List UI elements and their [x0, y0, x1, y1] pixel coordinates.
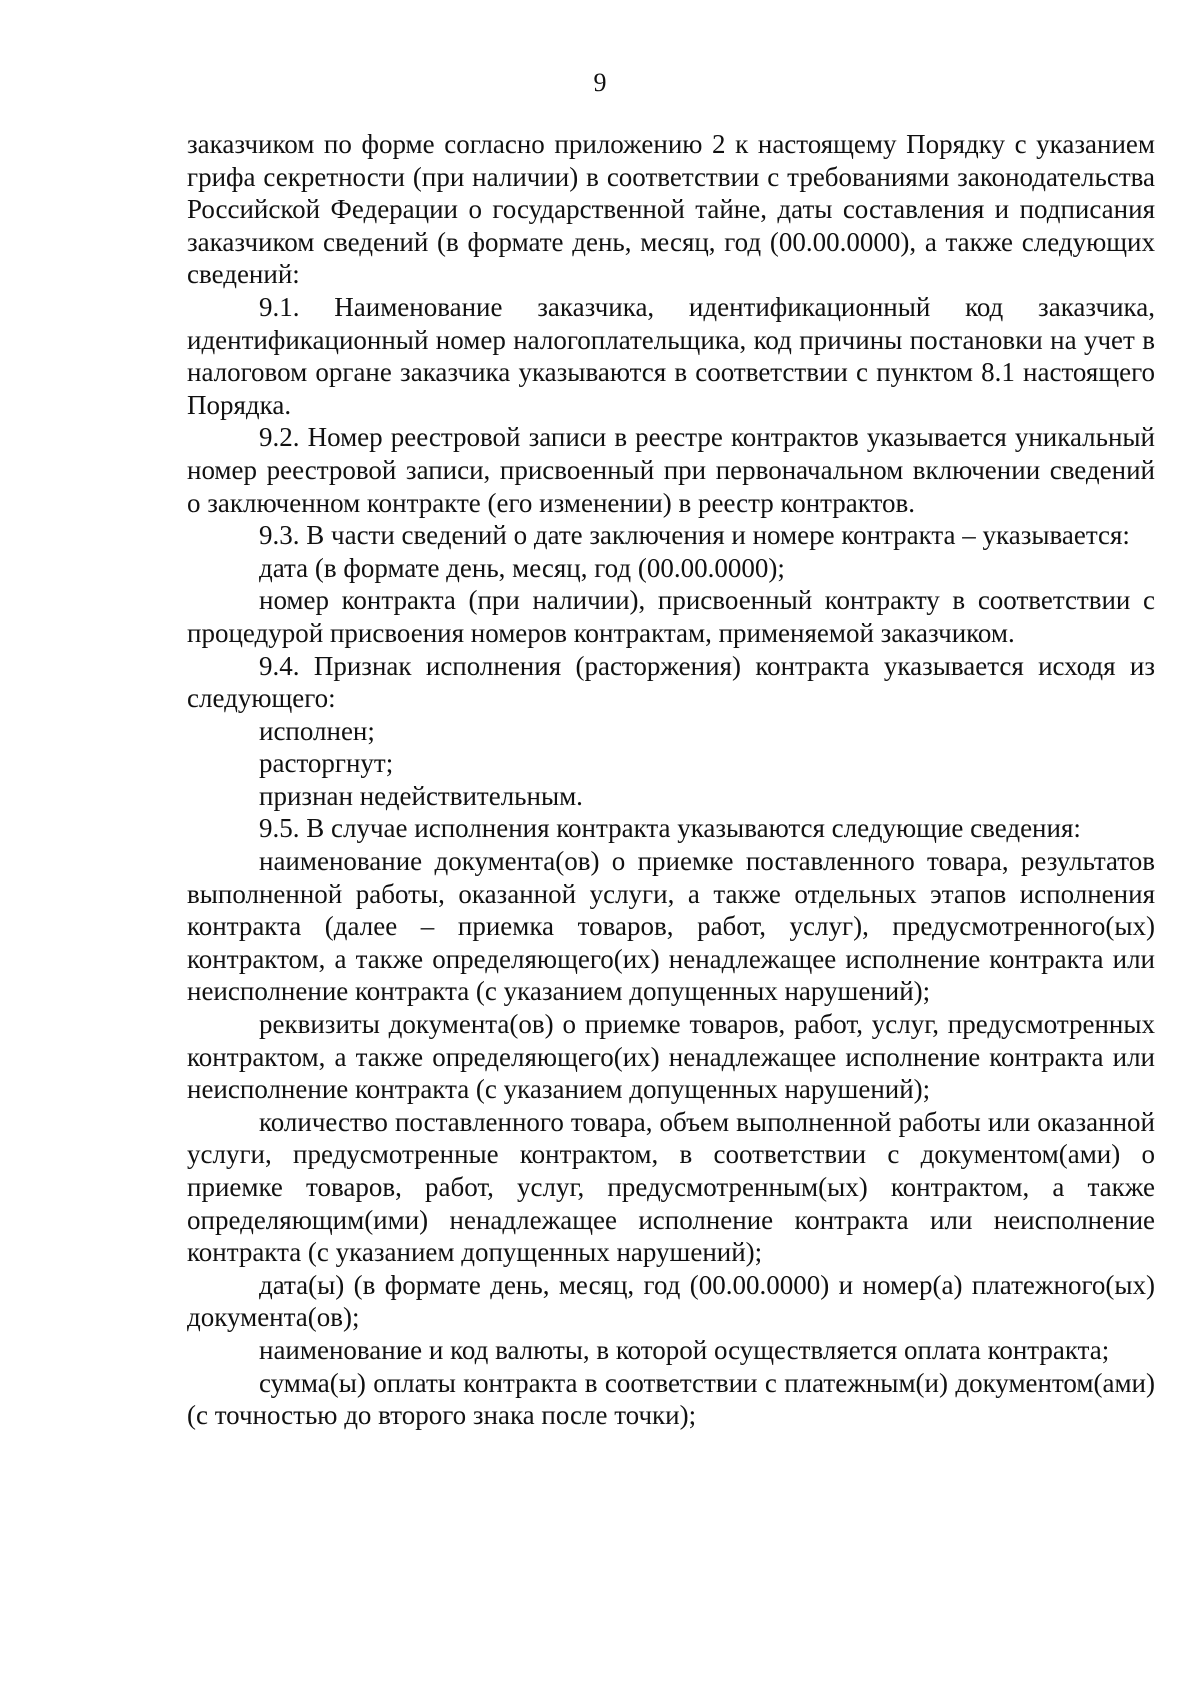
list-item-invalid: признан недействительным. [259, 780, 583, 811]
list-item-currency: наименование и код валюты, в которой осуществляется оплата контракта; [259, 1334, 1110, 1365]
list-item-payment-dates: дата(ы) (в формате день, месяц, год (00.00.0000) и номер(а) платежного(ых) документа(ов); [187, 1269, 1155, 1333]
paragraph-intro: заказчиком по форме согласно приложению 2 к настоящему Порядку с указанием грифа секретности (при наличии) в соответствии с требованиями законодательства Российской Федерации о государственной тайне, даты составления и подписания заказчиком сведений (в формате день, месяц, год (00.00.0000), а также следующих сведений: [187, 129, 1155, 290]
list-item-executed: исполнен; [259, 715, 375, 746]
list-item-contract-number: номер контракта (при наличии), присвоенный контракту в соответствии с процедурой присвоения номеров контрактам, применяемой заказчиком. [187, 585, 1155, 648]
list-item-document-details: реквизиты документа(ов) о приемке товаров, работ, услуг, предусмотренных контрактом, а также определяющего(их) ненадлежащее исполнение контракта или неисполнение контракта (с указанием допущенных нарушений); [187, 1009, 1155, 1105]
list-item-quantity: количество поставленного товара, объем выполненной работы или оказанной услуги, предусмотренные контрактом, в соответствии с документом(ами) о приемке товаров, работ, услуг, предусмотренным(ых) контрактом, а также определяющим(ими) ненадлежащее исполнение контракта или неисполнение контракта (с указанием допущенных нарушений); [187, 1106, 1155, 1268]
list-item-date: дата (в формате день, месяц, год (00.00.0000); [259, 552, 785, 583]
paragraph-9-4: 9.4. Признак исполнения (расторжения) контракта указывается исходя из следующего: [187, 650, 1155, 714]
page-number: 9 [593, 68, 607, 97]
list-item-document-name: наименование документа(ов) о приемке поставленного товара, результатов выполненной работы, оказанной услуги, а также отдельных этапов исполнения контракта (далее – приемка товаров, работ, услуг), предусмотренного(ых) контрактом, а также определяющего(их) ненадлежащее исполнение контракта или неисполнение контракта (с указанием допущенных нарушений); [187, 846, 1155, 1007]
document-body [187, 128, 1155, 1432]
paragraph-9-2: 9.2. Номер реестровой записи в реестре контрактов указывается уникальный номер реестровой записи, присвоенный при первоначальном включении сведений о заключенном контракте (его изменении) в реестр контрактов. [187, 422, 1155, 518]
paragraph-9-3: 9.3. В части сведений о дате заключения и номере контракта – указывается: [259, 520, 1130, 551]
list-item-terminated: расторгнут; [259, 748, 394, 779]
paragraph-9-1: 9.1. Наименование заказчика, идентификационный код заказчика, идентификационный номер налогоплательщика, код причины постановки на учет в налоговом органе заказчика указываются в соответствии с пунктом 8.1 настоящего Порядка. [187, 291, 1155, 420]
paragraph-9-5: 9.5. В случае исполнения контракта указываются следующие сведения: [259, 813, 1081, 844]
list-item-payment-sum: сумма(ы) оплаты контракта в соответствии с платежным(и) документом(ами) (с точностью до второго знака после точки); [187, 1367, 1155, 1431]
